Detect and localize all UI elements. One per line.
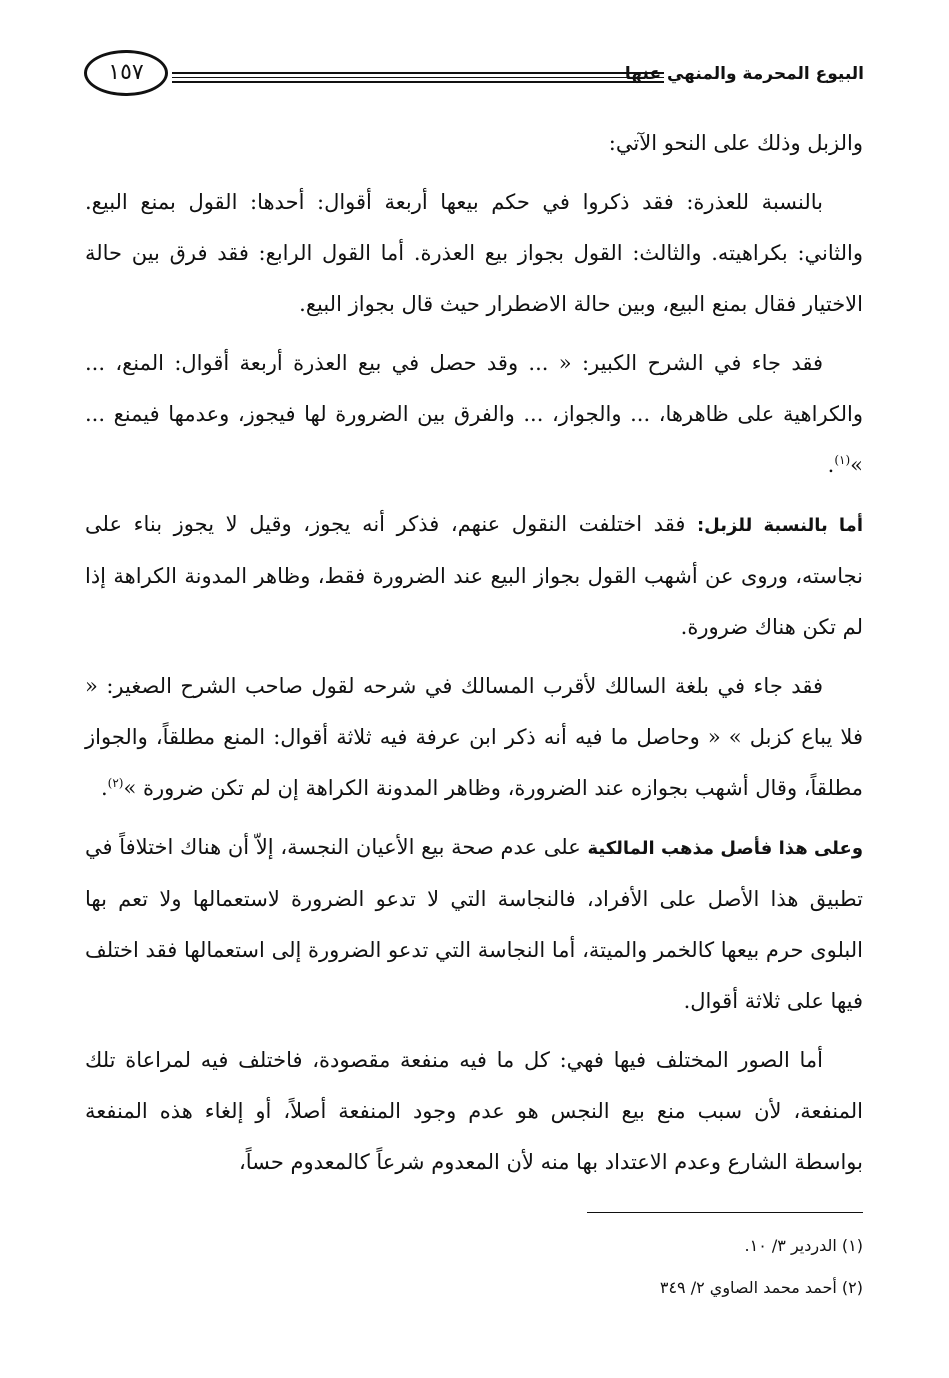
footnote-ref-1[interactable]: (١) [834, 453, 851, 467]
footnotes [363, 1232, 863, 1316]
header-rule-bottom [172, 81, 664, 83]
paragraph-sharh-kabir-quote [85, 338, 863, 491]
paragraph-text: على عدم صحة بيع الأعيان النجسة، إلاّ أن هناك اختلافاً في تطبيق هذا الأصل على الأفراد، فالنجاسة التي لا تدعو الضرورة لاستعمالها ولا تعم بها البلوى حرم بيعها كالخمر والميتة، أما النجاسة التي تدعو الضرورة إلى استعمالها فقد اختلف فيها على ثلاثة أقوال. [85, 835, 863, 1013]
footnote-divider [587, 1212, 863, 1213]
page-number: ١٥٧ [84, 50, 168, 96]
paragraph-text: والزبل وذلك على النحو الآتي: [608, 131, 863, 155]
paragraph-text: فقد اختلفت النقول عنهم، فذكر أنه يجوز، وقيل لا يجوز بناء على نجاسته، وروى عن أشهب القول بجواز البيع عند الضرورة فقط، وظاهر المدونة الكراهة إذا لم تكن هناك ضرورة. [85, 512, 863, 639]
paragraph-text: فقد جاء في الشرح الكبير: « ... وقد حصل في بيع العذرة أربعة أقوال: المنع، ... والكراهية على ظاهرها، ... والجواز، ... والفرق بين الضرورة لها فيجوز، وعدمها فيمنع ... » [85, 351, 863, 477]
paragraph-dung-ruling [85, 499, 863, 653]
running-title: البيوع المحرمة والمنهي عنها [624, 64, 864, 84]
paragraph-disputed-cases [85, 1035, 863, 1188]
paragraph-lead: أما بالنسبة للزبل: [696, 515, 863, 536]
page-header [84, 42, 864, 102]
paragraph-lead: وعلى هذا فأصل مذهب المالكية [587, 838, 864, 859]
paragraph-bulghat-quote [85, 661, 863, 814]
paragraph-tail: . [100, 776, 108, 800]
body-text [85, 118, 863, 1196]
header-rule-top [172, 72, 664, 74]
paragraph-text: أما الصور المختلف فيها فهي: كل ما فيه منفعة مقصودة، فاختلف فيه لمراعاة تلك المنفعة، لأن سبب منع بيع النجس هو عدم وجود المنفعة أصلاً، أو إلغاء هذه المنفعة بواسطة الشارع وعدم الاعتداد بها منه لأن المعدوم شرعاً كالمعدوم حساً، [85, 1048, 863, 1174]
paragraph-intro [85, 118, 863, 169]
paragraph-tail: . [827, 453, 835, 477]
paragraph-text: فقد جاء في بلغة السالك لأقرب المسالك في شرحه لقول صاحب الشرح الصغير: « فلا يباع كزبل » « وحاصل ما فيه أنه ذكر ابن عرفة فيه ثلاثة أقوال: المنع مطلقاً، والجواز مطلقاً، وقال أشهب بجوازه عند الضرورة، وظاهر المدونة الكراهة إن لم تكن ضرورة » [85, 674, 863, 800]
footnote-1: (١) الدردير ٣/ ١٠. [744, 1236, 863, 1255]
footnote-ref-2[interactable]: (٢) [107, 776, 124, 790]
paragraph-filth-ruling [85, 177, 863, 330]
footnote-2: (٢) أحمد محمد الصاوي ٢/ ٣٤٩ [659, 1278, 863, 1297]
paragraph-maliki-principle [85, 822, 863, 1027]
header-rule-middle [172, 77, 664, 78]
paragraph-text: بالنسبة للعذرة: فقد ذكروا في حكم بيعها أربعة أقوال: أحدها: القول بمنع البيع. والثاني: بكراهيته. والثالث: القول بجواز بيع العذرة. أما القول الرابع: فقد فرق بين حالة الاختيار فقال بمنع البيع، وبين حالة الاضطرار حيث قال بجواز البيع. [85, 190, 863, 316]
